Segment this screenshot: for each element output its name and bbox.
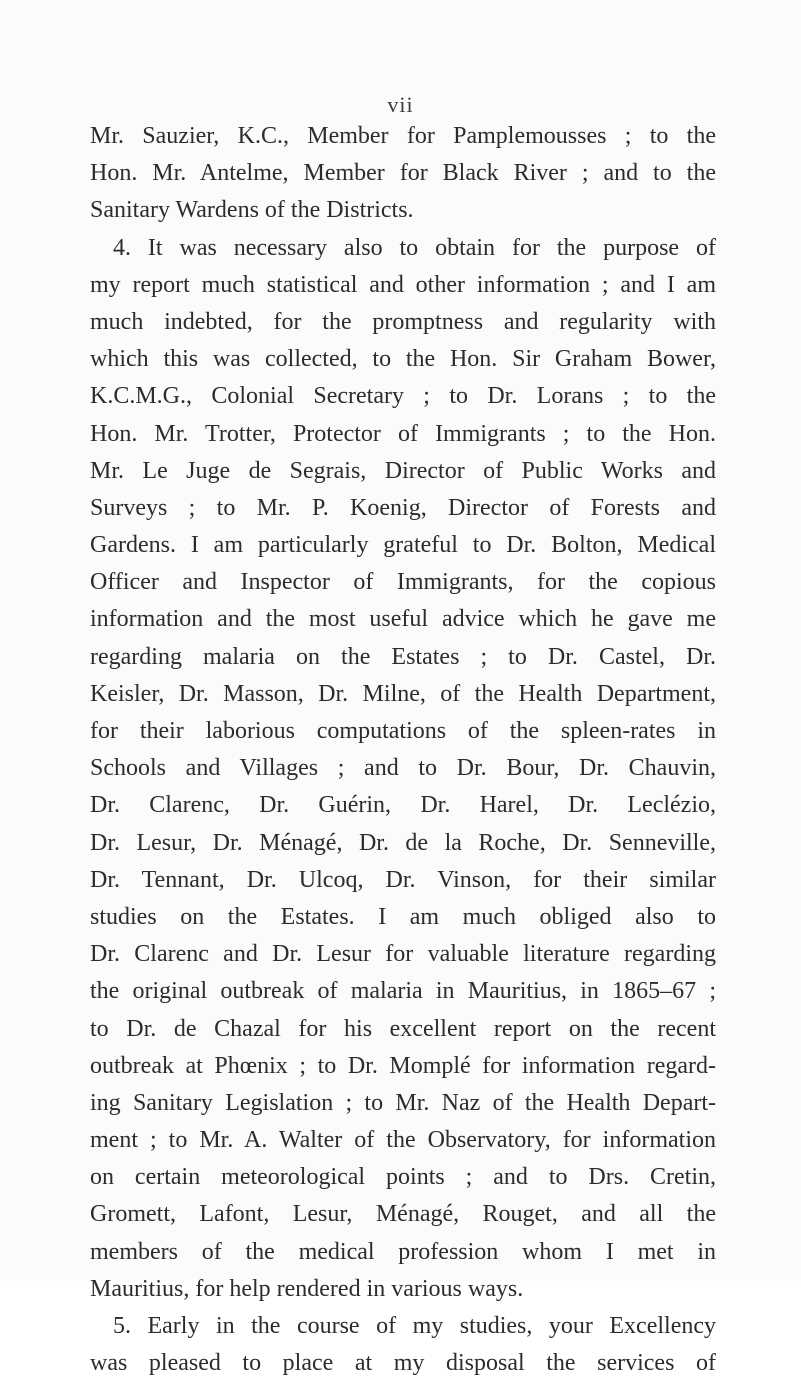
text-line: Officer and Inspector of Immigrants, for the copious xyxy=(90,569,716,596)
text-line: the original outbreak of malaria in Mauritius, in 1865–67 ; xyxy=(90,978,716,1005)
text-line: Dr. Lesur, Dr. Ménagé, Dr. de la Roche, Dr. Senneville, xyxy=(90,829,716,856)
text-line: my report much statistical and other information ; and I am xyxy=(90,271,716,298)
text-line: ing Sanitary Legislation ; to Mr. Naz of the Health Depart- xyxy=(90,1089,716,1116)
text-line: to Dr. de Chazal for his excellent report on the recent xyxy=(90,1015,716,1042)
body-text xyxy=(90,118,716,1382)
page-number: vii xyxy=(387,92,414,117)
text-line: studies on the Estates. I am much obliged also to xyxy=(90,903,716,930)
text-line: on certain meteorological points ; and to Drs. Cretin, xyxy=(90,1164,716,1191)
text-line: Mr. Sauzier, K.C., Member for Pamplemousses ; to the xyxy=(90,123,716,149)
paragraph-5-start: 5. Early in the course of my studies, your Excellency xyxy=(113,1313,716,1339)
text-line: Schools and Villages ; and to Dr. Bour, Dr. Chauvin, xyxy=(90,755,716,782)
text-line: was pleased to place at my disposal the services of xyxy=(90,1350,716,1377)
text-line: outbreak at Phœnix ; to Dr. Momplé for information regard- xyxy=(90,1052,716,1079)
text-line: K.C.M.G., Colonial Secretary ; to Dr. Lorans ; to the xyxy=(90,383,716,410)
text-line: Dr. Clarenc and Dr. Lesur for valuable literature regarding xyxy=(90,941,716,968)
text-line: much indebted, for the promptness and regularity with xyxy=(90,308,716,335)
text-line: ment ; to Mr. A. Walter of the Observatory, for information xyxy=(90,1127,716,1154)
text-line: Hon. Mr. Trotter, Protector of Immigrants ; to the Hon. xyxy=(90,420,716,447)
text-line: Gardens. I am particularly grateful to Dr. Bolton, Medical xyxy=(90,532,716,559)
text-line: Mr. Le Juge de Segrais, Director of Public Works and xyxy=(90,457,716,484)
text-line: Dr. Tennant, Dr. Ulcoq, Dr. Vinson, for their similar xyxy=(90,866,716,893)
text-line: information and the most useful advice which he gave me xyxy=(90,606,716,633)
text-line: regarding malaria on the Estates ; to Dr. Castel, Dr. xyxy=(90,643,716,670)
text-line: for their laborious computations of the spleen-rates in xyxy=(90,718,716,744)
text-line: Mauritius, for help rendered in various ways. xyxy=(90,1275,524,1302)
text-line: Gromett, Lafont, Lesur, Ménagé, Rouget, and all the xyxy=(90,1201,716,1228)
text-line: Keisler, Dr. Masson, Dr. Milne, of the Health Department, xyxy=(90,680,716,707)
text-line: members of the medical profession whom I met in xyxy=(90,1238,716,1265)
text-line: which this was collected, to the Hon. Sir Graham Bower, xyxy=(90,346,716,373)
paragraph-4-start: 4. It was necessary also to obtain for the purpose of xyxy=(113,234,716,261)
text-line: Sanitary Wardens of the Districts. xyxy=(90,197,414,224)
text-line: Surveys ; to Mr. P. Koenig, Director of Forests and xyxy=(90,494,716,521)
text-line: Hon. Mr. Antelme, Member for Black River ; and to the xyxy=(90,160,716,187)
text-line: Dr. Clarenc, Dr. Guérin, Dr. Harel, Dr. Leclézio, xyxy=(90,792,716,819)
